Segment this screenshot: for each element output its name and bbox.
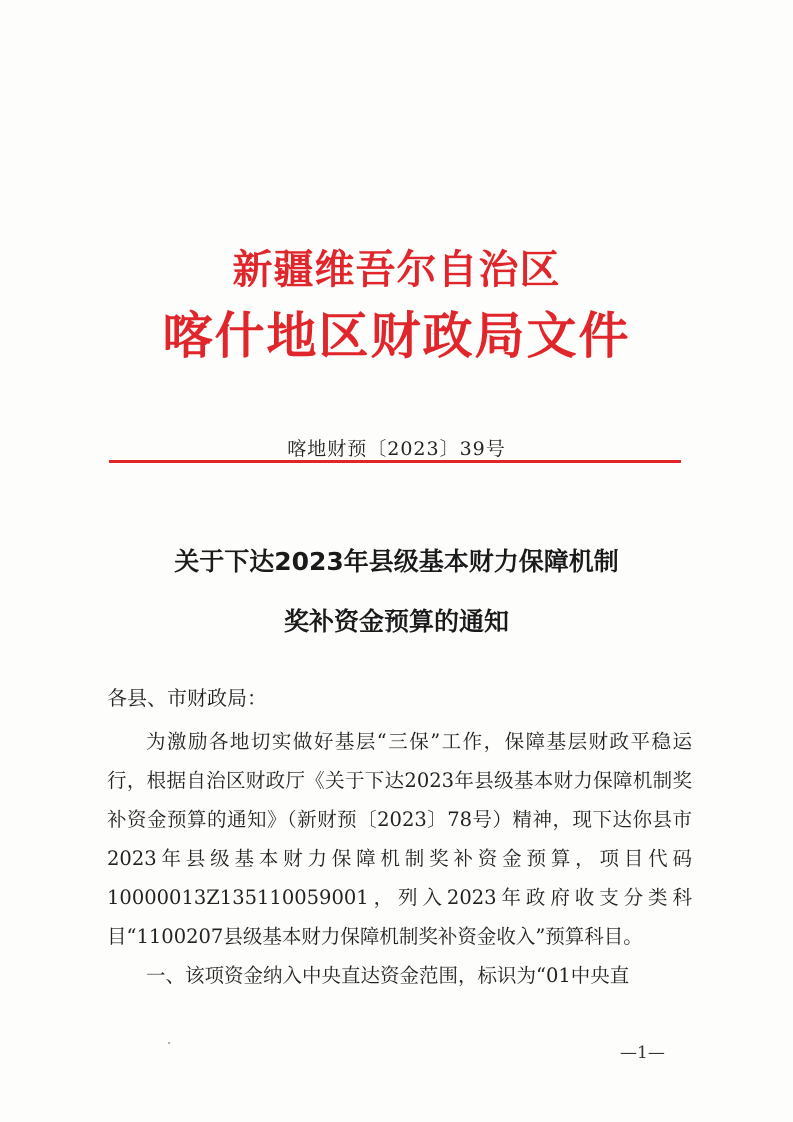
document-title-line1: 关于下达2023年县级基本财力保障机制 [174,547,619,576]
red-divider [109,460,681,463]
body-paragraph-2: 一、该项资金纳入中央直达资金范围，标识为“01中央直 [146,964,630,987]
scan-speck [168,1042,170,1044]
page-number: —1— [620,1043,665,1063]
salutation: 各县、市财政局： [107,686,267,710]
body-text [107,722,692,995]
issuer-region: 新疆维吾尔自治区 [232,247,561,293]
issuer-title: 喀什地区财政局文件 [162,307,631,365]
body-paragraph-1: 为激励各地切实做好基层“三保”工作，保障基层财政平稳运行，根据自治区财政厅《关于下达2023年县级基本财力保障机制奖补资金预算的通知》（新财预〔2023〕78号）精神，现下达你县市2023年县级基本财力保障机制奖补资金预算，项目代码10000013Z135110059001，列入2023年政府收支分类科目“1100207县级基本财力保障机制奖补资金收入”预算科目。 [107,730,692,948]
document-title-line2: 奖补资金预算的通知 [283,607,509,636]
document-number: 喀地财预〔2023〕39号 [287,438,506,460]
